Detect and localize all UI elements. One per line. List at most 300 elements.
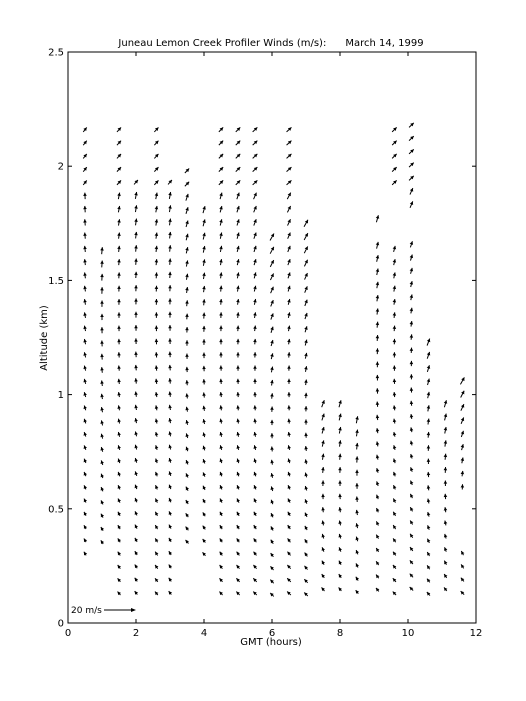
wind-arrow bbox=[410, 334, 414, 339]
wind-arrow bbox=[135, 498, 138, 502]
wind-arrow bbox=[393, 286, 397, 292]
wind-arrow bbox=[338, 454, 342, 460]
wind-arrow bbox=[185, 234, 188, 240]
wind-arrow bbox=[118, 578, 121, 582]
wind-arrow bbox=[305, 513, 308, 517]
wind-arrow bbox=[270, 433, 274, 438]
wind-arrow bbox=[427, 579, 430, 583]
wind-arrow bbox=[444, 534, 447, 539]
wind-arrow bbox=[219, 366, 223, 371]
wind-arrow bbox=[427, 379, 430, 385]
wind-arrow bbox=[155, 538, 158, 542]
wind-arrow bbox=[169, 591, 172, 595]
wind-arrow bbox=[355, 496, 359, 501]
wind-arrow bbox=[376, 282, 380, 288]
wind-arrow bbox=[117, 286, 121, 292]
wind-arrow bbox=[410, 188, 413, 195]
wind-arrow bbox=[118, 538, 121, 542]
wind-arrow bbox=[155, 233, 159, 239]
wind-arrow bbox=[355, 443, 359, 449]
wind-arrow bbox=[134, 298, 138, 304]
wind-arrow bbox=[376, 415, 380, 420]
wind-arrow bbox=[134, 312, 138, 318]
wind-arrow bbox=[185, 207, 188, 214]
wind-arrow bbox=[270, 420, 274, 425]
wind-arrow bbox=[236, 392, 240, 397]
wind-arrow bbox=[287, 432, 291, 437]
wind-arrow bbox=[444, 587, 447, 591]
wind-arrow bbox=[83, 167, 87, 172]
wind-arrow bbox=[236, 432, 240, 437]
wind-arrow bbox=[100, 380, 104, 385]
wind-arrow bbox=[117, 299, 121, 305]
wind-arrow bbox=[134, 338, 138, 344]
wind-arrow bbox=[236, 445, 239, 450]
wind-arrow bbox=[253, 339, 257, 344]
wind-arrow bbox=[236, 419, 240, 424]
wind-arrow bbox=[393, 498, 396, 502]
wind-arrow bbox=[393, 485, 396, 489]
wind-arrow bbox=[254, 459, 257, 464]
wind-arrow bbox=[376, 268, 380, 275]
wind-arrow bbox=[236, 180, 241, 185]
wind-arrow bbox=[410, 547, 413, 551]
wind-arrow bbox=[427, 365, 430, 372]
wind-arrow bbox=[410, 467, 413, 471]
wind-arrow bbox=[410, 587, 414, 591]
wind-arrow bbox=[168, 259, 172, 265]
wind-arrow bbox=[134, 458, 137, 463]
wind-arrow bbox=[186, 473, 189, 477]
wind-arrow bbox=[155, 578, 158, 582]
wind-arrow bbox=[101, 500, 104, 504]
wind-arrow bbox=[270, 300, 273, 306]
wind-arrow bbox=[287, 272, 290, 278]
wind-arrow bbox=[168, 338, 172, 344]
wind-arrow bbox=[202, 379, 206, 384]
wind-arrow bbox=[376, 388, 380, 393]
wind-arrow bbox=[117, 233, 121, 239]
wind-arrow bbox=[185, 420, 188, 425]
wind-arrow bbox=[236, 286, 240, 292]
wind-arrow bbox=[203, 512, 206, 516]
wind-arrow bbox=[202, 419, 206, 424]
wind-arrow bbox=[219, 379, 223, 384]
wind-arrow bbox=[427, 405, 431, 411]
wind-arrow bbox=[444, 561, 447, 565]
wind-arrow bbox=[305, 553, 308, 557]
wind-arrow bbox=[117, 180, 121, 185]
wind-arrow bbox=[219, 392, 223, 397]
wind-arrow bbox=[169, 578, 172, 582]
wind-arrow bbox=[376, 521, 379, 525]
wind-arrow bbox=[168, 392, 172, 397]
wind-arrow bbox=[393, 445, 396, 450]
wind-arrow bbox=[168, 219, 172, 226]
wind-arrow bbox=[186, 447, 189, 451]
wind-arrow bbox=[134, 192, 138, 199]
wind-arrow bbox=[444, 400, 447, 407]
wind-arrow bbox=[186, 487, 189, 491]
wind-arrow bbox=[427, 432, 431, 438]
wind-arrow bbox=[236, 193, 239, 200]
wind-arrow bbox=[270, 287, 273, 293]
wind-arrow bbox=[271, 486, 274, 491]
wind-arrow bbox=[154, 154, 158, 159]
wind-arrow bbox=[304, 592, 308, 596]
wind-arrow bbox=[117, 432, 120, 437]
wind-arrow bbox=[287, 180, 292, 185]
wind-arrow bbox=[168, 272, 172, 278]
wind-arrow bbox=[83, 405, 86, 410]
wind-arrow bbox=[288, 485, 291, 489]
wind-arrow bbox=[117, 352, 121, 357]
wind-arrow bbox=[410, 494, 413, 498]
wind-arrow bbox=[410, 414, 414, 419]
wind-arrow bbox=[270, 353, 273, 359]
wind-arrow bbox=[409, 149, 414, 154]
x-axis bbox=[65, 52, 483, 639]
wind-arrow bbox=[219, 193, 222, 200]
wind-arrow bbox=[356, 537, 359, 542]
wind-arrow bbox=[236, 167, 241, 172]
wind-arrow bbox=[219, 286, 223, 292]
wind-arrow bbox=[253, 565, 256, 569]
wind-arrow bbox=[84, 485, 87, 489]
wind-arrow bbox=[376, 548, 379, 552]
wind-arrow bbox=[155, 485, 158, 489]
wind-arrow bbox=[219, 592, 222, 596]
wind-arrow bbox=[254, 498, 257, 502]
wind-arrow bbox=[135, 525, 138, 529]
wind-arrow bbox=[376, 255, 380, 262]
wind-arrow bbox=[304, 273, 307, 280]
wind-arrow bbox=[376, 575, 379, 579]
wind-arrow bbox=[186, 460, 189, 464]
wind-arrow bbox=[101, 540, 104, 544]
wind-arrow bbox=[135, 551, 138, 555]
wind-arrow bbox=[134, 232, 138, 239]
wind-arrow bbox=[304, 286, 307, 292]
wind-arrow bbox=[219, 233, 223, 239]
wind-arrow bbox=[101, 514, 104, 518]
wind-arrow bbox=[392, 154, 397, 159]
wind-arrow bbox=[444, 454, 448, 460]
x-tick-label: 12 bbox=[469, 628, 483, 639]
wind-arrow bbox=[202, 392, 206, 397]
wind-arrow bbox=[253, 141, 258, 146]
wind-arrow bbox=[117, 405, 121, 410]
wind-arrow bbox=[203, 499, 206, 503]
wind-arrow bbox=[168, 378, 172, 383]
wind-arrow bbox=[287, 286, 290, 292]
wind-arrow bbox=[254, 472, 257, 476]
wind-arrow bbox=[321, 440, 325, 446]
wind-arrow bbox=[253, 419, 257, 424]
wind-arrow bbox=[461, 591, 465, 595]
wind-arrow bbox=[338, 427, 342, 434]
wind-arrow bbox=[322, 574, 325, 578]
wind-arrow bbox=[287, 246, 290, 252]
wind-arrow bbox=[410, 201, 413, 207]
wind-arrow bbox=[410, 401, 414, 406]
wind-arrow bbox=[304, 353, 308, 359]
wind-arrow bbox=[185, 340, 189, 345]
wind-arrow bbox=[155, 339, 159, 344]
wind-arrow bbox=[304, 220, 308, 227]
wind-arrow bbox=[271, 553, 274, 557]
chart-title: Juneau Lemon Creek Profiler Winds (m/s): March 14, 1999 bbox=[118, 38, 424, 49]
wind-arrow bbox=[461, 404, 464, 411]
wind-arrow bbox=[270, 340, 273, 346]
wind-arrow bbox=[83, 326, 87, 331]
wind-arrow bbox=[100, 447, 103, 452]
wind-arrow bbox=[155, 472, 158, 476]
wind-arrow bbox=[100, 274, 104, 281]
wind-arrow bbox=[118, 472, 121, 476]
wind-arrow bbox=[155, 512, 158, 516]
wind-arrow bbox=[461, 564, 464, 568]
wind-arrow bbox=[444, 427, 448, 434]
y-tick-label: 1.5 bbox=[48, 275, 64, 287]
wind-arrow bbox=[101, 527, 104, 531]
wind-arrow bbox=[219, 259, 223, 265]
wind-arrow bbox=[355, 483, 359, 489]
wind-arrow bbox=[100, 287, 104, 294]
wind-arrow bbox=[185, 393, 189, 398]
wind-arrow bbox=[270, 446, 274, 451]
wind-arrow bbox=[376, 242, 379, 249]
wind-arrow bbox=[253, 193, 256, 200]
wind-arrow bbox=[186, 500, 189, 504]
wind-arrow bbox=[427, 459, 431, 464]
wind-arrow bbox=[321, 521, 325, 526]
wind-arrow bbox=[287, 154, 292, 159]
wind-arrow bbox=[304, 300, 307, 306]
wind-arrow bbox=[100, 420, 104, 425]
wind-arrow bbox=[186, 433, 189, 438]
wind-arrow bbox=[410, 520, 413, 524]
wind-arrow bbox=[202, 353, 206, 359]
wind-arrow bbox=[117, 246, 121, 252]
wind-arrow bbox=[168, 192, 172, 199]
wind-arrow bbox=[101, 487, 104, 491]
wind-arrow bbox=[155, 432, 158, 437]
wind-arrow bbox=[376, 495, 379, 499]
wind-arrow bbox=[270, 260, 274, 267]
wind-arrow bbox=[461, 471, 465, 476]
wind-arrow bbox=[84, 432, 87, 437]
wind-arrow bbox=[100, 434, 103, 439]
wind-arrow bbox=[135, 471, 138, 476]
wind-arrow bbox=[322, 400, 325, 407]
wind-arrow bbox=[168, 405, 172, 410]
wind-arrow bbox=[154, 141, 158, 146]
wind-arrow bbox=[393, 472, 396, 476]
wind-arrow bbox=[202, 299, 206, 305]
x-tick-label: 10 bbox=[401, 628, 415, 639]
wind-arrow bbox=[304, 340, 307, 346]
wind-arrow bbox=[117, 219, 121, 225]
wind-arrow bbox=[253, 326, 257, 332]
wind-arrow bbox=[168, 418, 172, 423]
wind-arrow bbox=[83, 286, 87, 292]
wind-arrow bbox=[134, 325, 138, 331]
wind-arrow bbox=[304, 366, 308, 372]
wind-arrow bbox=[236, 379, 240, 384]
wind-arrow bbox=[304, 406, 308, 411]
wind-arrow bbox=[155, 445, 158, 450]
wind-arrow bbox=[83, 352, 87, 357]
wind-arrow bbox=[202, 259, 206, 265]
wind-arrow bbox=[461, 484, 465, 489]
wind-arrow bbox=[288, 472, 291, 476]
wind-arrow bbox=[287, 206, 290, 212]
wind-arrow bbox=[134, 365, 138, 370]
wind-arrow bbox=[288, 538, 291, 542]
wind-arrow bbox=[321, 467, 325, 473]
wind-arrow bbox=[427, 552, 430, 556]
wind-arrow bbox=[84, 419, 87, 424]
wind-arrow bbox=[461, 391, 465, 398]
wind-arrow bbox=[219, 352, 223, 357]
wind-arrow bbox=[304, 459, 308, 464]
wind-arrow bbox=[100, 301, 104, 307]
wind-arrow bbox=[305, 486, 308, 491]
wind-arrow bbox=[427, 485, 431, 490]
wind-arrow bbox=[271, 500, 274, 504]
wind-arrow bbox=[355, 416, 359, 423]
wind-arrow bbox=[393, 538, 396, 542]
wind-arrow bbox=[185, 327, 189, 333]
wind-arrow bbox=[355, 456, 359, 462]
wind-arrow bbox=[270, 566, 273, 570]
wind-arrow bbox=[410, 241, 413, 247]
wind-arrow bbox=[410, 321, 414, 327]
wind-arrow bbox=[219, 272, 223, 278]
wind-arrow bbox=[220, 538, 223, 542]
wind-arrow bbox=[304, 246, 308, 253]
wind-arrow bbox=[236, 339, 240, 344]
wind-arrow bbox=[338, 414, 341, 421]
wind-arrow bbox=[376, 561, 379, 565]
scale-arrow bbox=[104, 608, 136, 612]
wind-arrow bbox=[410, 361, 414, 366]
wind-arrow bbox=[393, 339, 397, 344]
wind-arrow bbox=[253, 405, 257, 410]
wind-arrow bbox=[83, 193, 87, 199]
wind-arrow bbox=[461, 444, 464, 450]
wind-arrow bbox=[84, 472, 87, 476]
wind-arrow bbox=[356, 550, 359, 554]
wind-arrow bbox=[254, 512, 257, 516]
wind-arrow bbox=[253, 352, 257, 357]
wind-arrow bbox=[270, 313, 273, 319]
wind-arrow bbox=[100, 367, 104, 373]
wind-arrow bbox=[219, 405, 223, 410]
wind-arrow bbox=[270, 380, 274, 386]
wind-arrow bbox=[287, 578, 291, 582]
wind-arrow bbox=[219, 299, 223, 305]
x-tick-label: 8 bbox=[336, 628, 344, 639]
wind-arrow bbox=[83, 272, 87, 278]
wind-arrow bbox=[237, 485, 240, 489]
wind-arrow bbox=[155, 299, 159, 305]
wind-arrow bbox=[134, 378, 138, 383]
wind-arrow bbox=[155, 246, 159, 252]
wind-arrow bbox=[117, 392, 121, 397]
wind-arrow bbox=[203, 552, 206, 556]
x-axis-label: GMT (hours) bbox=[240, 637, 302, 648]
wind-arrow bbox=[376, 468, 379, 473]
wind-arrow bbox=[392, 180, 397, 185]
wind-arrow bbox=[287, 312, 291, 318]
wind-arrow bbox=[219, 419, 223, 424]
wind-arrow bbox=[100, 314, 104, 320]
wind-arrow bbox=[460, 377, 464, 384]
wind-arrow bbox=[155, 459, 158, 464]
wind-arrow bbox=[253, 392, 257, 397]
wind-arrow bbox=[376, 375, 380, 381]
wind-arrow bbox=[84, 499, 87, 503]
y-tick-label: 2 bbox=[57, 161, 64, 173]
wind-arrow bbox=[202, 206, 205, 213]
wind-arrow bbox=[461, 458, 465, 464]
wind-arrow bbox=[409, 176, 414, 181]
wind-arrow bbox=[84, 538, 87, 542]
wind-arrow bbox=[253, 312, 257, 318]
wind-arrow bbox=[287, 339, 291, 344]
wind-arrow bbox=[338, 521, 342, 526]
wind-arrow bbox=[253, 167, 258, 172]
wind-arrow bbox=[100, 394, 104, 399]
wind-arrow bbox=[219, 141, 223, 146]
wind-arrow bbox=[185, 367, 189, 372]
y-tick-label: 0 bbox=[57, 618, 64, 630]
wind-arrow bbox=[287, 379, 291, 384]
wind-arrow bbox=[117, 312, 121, 318]
wind-arrow bbox=[288, 512, 291, 516]
wind-arrow bbox=[270, 593, 274, 597]
wind-arrow bbox=[202, 233, 206, 240]
wind-arrow bbox=[83, 339, 87, 344]
wind-arrow bbox=[253, 127, 258, 132]
wind-arrow bbox=[219, 127, 223, 132]
wind-arrow bbox=[444, 440, 448, 446]
wind-arrow bbox=[322, 561, 325, 565]
wind-arrow bbox=[83, 366, 86, 371]
wind-arrow bbox=[304, 446, 308, 451]
wind-arrow bbox=[219, 312, 223, 318]
wind-arrow bbox=[410, 348, 414, 353]
wind-arrow bbox=[236, 578, 239, 582]
wind-arrow bbox=[392, 167, 397, 172]
wind-arrow bbox=[117, 127, 121, 132]
wind-arrow bbox=[321, 454, 325, 460]
wind-arrow bbox=[355, 430, 359, 437]
wind-arrow bbox=[220, 565, 223, 569]
wind-arrow bbox=[287, 259, 290, 265]
wind-arrow bbox=[393, 379, 397, 384]
wind-arrow bbox=[203, 526, 206, 530]
wind-arrow bbox=[236, 259, 240, 265]
wind-arrow bbox=[84, 445, 87, 449]
wind-arrow bbox=[444, 521, 448, 526]
wind-arrow bbox=[237, 565, 240, 569]
wind-arrow bbox=[155, 286, 159, 292]
wind-arrow bbox=[444, 507, 448, 512]
wind-arrow bbox=[101, 474, 104, 478]
